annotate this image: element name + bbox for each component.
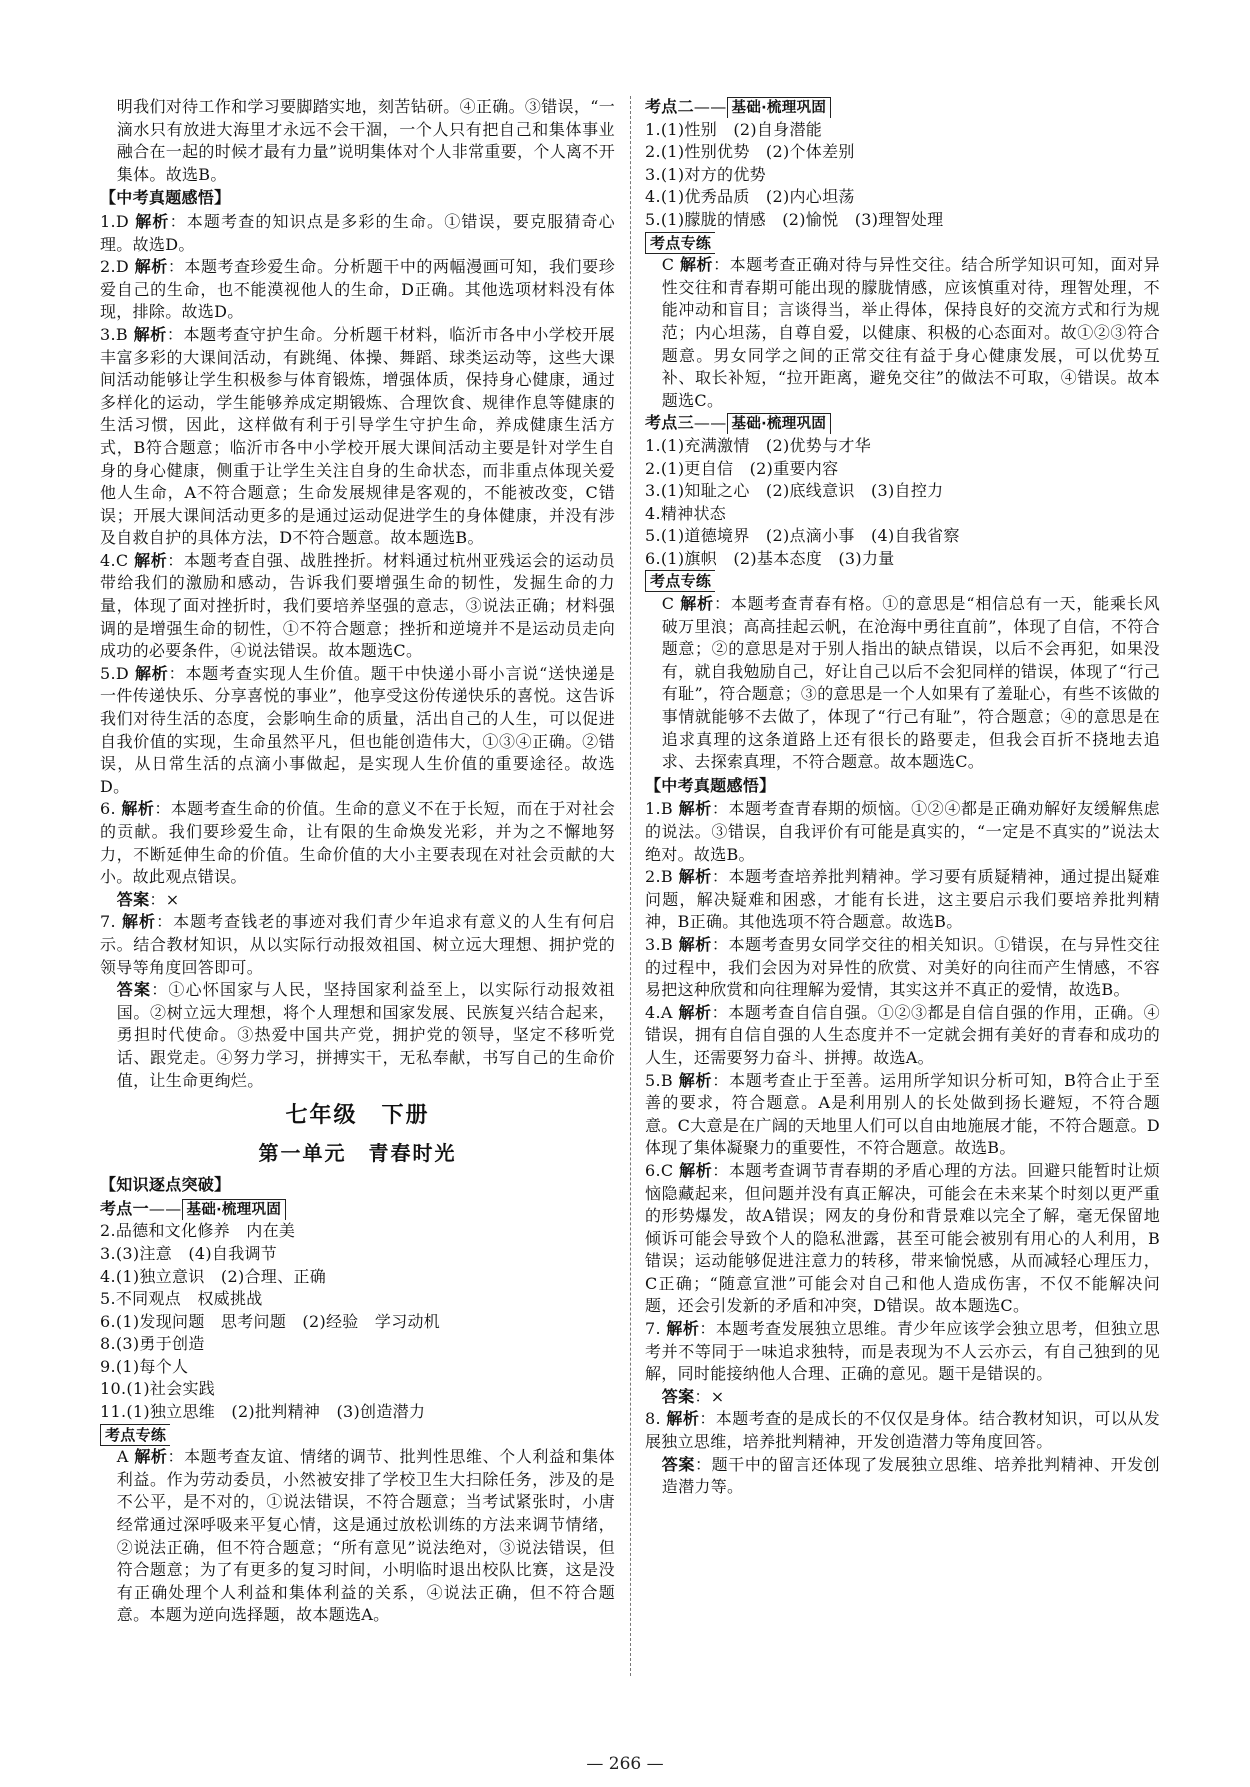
- answer-key: 答案：×: [661, 1386, 725, 1406]
- kd2-line: 3.(1)对方的优势: [645, 164, 766, 184]
- kd2-line: 1.(1)性别 (2)自身潜能: [645, 119, 823, 139]
- kd3-line: 4.精神状态: [645, 503, 727, 523]
- zl3-tag: 考点专练: [645, 570, 715, 592]
- kd1-line: 9.(1)每个人: [100, 1356, 189, 1376]
- zl1-answer: A 解析：本题考查友谊、情绪的调节、批判性思维、个人利益和集体利益。作为劳动委员，小然被安排了学校卫生大扫除任务，涉及的是不公平，是不对的，①说法错误，不符合题意；当考试紧张时，小唐经常通过深呼吸来平复心情，这是通过放松训练的方法来调节情绪，②说法正确，但不符合题意；“所有意见”说法绝对，③说法错误，但符合题意；为了有更多的复习时间，小明临时退出校队比赛，这是没有正确处理个人利益和集体利益的关系，④说法正确，但不符合题意。本题为逆向选择题，故本题选A。: [116, 1447, 615, 1625]
- section-title-knowledge: 【知识逐点突破】: [100, 1175, 231, 1195]
- kd1-line: 10.(1)社会实践: [100, 1379, 216, 1399]
- answer-item: 2.B 解析：本题考查培养批判精神。学习要有质疑精神，通过提出疑难问题，解决疑难和困惑，才能有长进，这主要启示我们要培养批判精神，B正确。其他选项不符合题意。故选B。: [645, 867, 1160, 932]
- answer-key: 答案：题干中的留言还体现了发展独立思维、培养批判精神、开发创造潜力等。: [661, 1454, 1160, 1497]
- page-number: — 266 —: [586, 1754, 664, 1774]
- answer-key: 答案：×: [116, 889, 180, 909]
- kd2-line: 2.(1)性别优势 (2)个体差别: [645, 142, 855, 162]
- answer-item: 5.D 解析：本题考查实现人生价值。题干中快递小哥小言说“送快递是一件传递快乐、分享喜悦的事业”，他享受这份传递快乐的喜悦。这告诉我们对待生活的态度，会影响生命的质量，活出自己的人生，可以促进自我价值的实现，生命虽然平凡，但也能创造伟大，①③④正确。②错误，从日常生活的点滴小事做起，是实现人生价值的重要途径。故选D。: [100, 663, 615, 796]
- zl2-heading: [645, 232, 1160, 255]
- answer-item: 4.C 解析：本题考查自强、战胜挫折。材料通过杭州亚残运会的运动员带给我们的激励和感动，告诉我们要增强生命的韧性，发掘生命的力量，体现了面对挫折时，我们要培养坚强的意志，③说法正确；材料强调的是增强生命的韧性，①不符合题意；挫折和逆境并不是运动员走向成功的必要条件，④说法错误。故本题选C。: [100, 550, 615, 661]
- kd1-tag: 基础·梳理巩固: [182, 1199, 287, 1220]
- kd1-line: 6.(1)发现问题 思考问题 (2)经验 学习动机: [100, 1311, 441, 1331]
- section-title-zk-right: 【中考真题感悟】: [645, 775, 776, 795]
- kd1-heading: 考点一—— 基础·梳理巩固: [100, 1198, 615, 1221]
- answer-item: 6.C 解析：本题考查调节青春期的矛盾心理的方法。回避只能暂时让烦恼隐藏起来，但问题并没有真正解决，可能会在未来某个时刻以更严重的形势爆发，故A错误；网友的身份和背景难以完全了解，毫无保留地倾诉可能会导致个人的隐私泄露，甚至可能会被别有用心的人利用，B错误；运动能够促进注意力的转移，带来愉悦感，从而减轻心理压力，C正确；“随意宣泄”可能会对自己和他人造成伤害，不仅不能解决问题，还会引发新的矛盾和冲突，D错误。故本题选C。: [645, 1160, 1160, 1316]
- kd1-line: 4.(1)独立意识 (2)合理、正确: [100, 1266, 326, 1286]
- answer-item: 8. 解析：本题考查的是成长的不仅仅是身体。结合教材知识，可以从发展独立思维，培养批判精神，开发创造潜力等角度回答。: [645, 1409, 1160, 1452]
- answer-item: 7. 解析：本题考查发展独立思维。青少年应该学会独立思考，但独立思考并不等同于一味追求独特，而是表现为不人云亦云，有自己独到的见解，同时能接纳他人合理、正确的意见。题干是错误的。: [645, 1319, 1160, 1384]
- section-title-zk: 【中考真题感悟】: [100, 188, 231, 208]
- continued-paragraph: 明我们对待工作和学习要脚踏实地，刻苦钻研。④正确。③错误，“一滴水只有放进大海里才永远不会干涸，一个人只有把自己和集体事业融合在一起的时候才最有力量”说明集体对个人非常重要，个人离不开集体。故选B。: [116, 97, 615, 184]
- answer-item: 4.A 解析：本题考查自信自强。①②③都是自信自强的作用，正确。④错误，拥有自信自强的人生态度并不一定就会拥有美好的青春和成功的人生，还需要努力奋斗、拼搏。故选A。: [645, 1002, 1160, 1067]
- kd2-line: 5.(1)朦胧的情感 (2)愉悦 (3)理智处理: [645, 209, 944, 229]
- zl1-tag: 考点专练: [100, 1424, 170, 1446]
- kd1-line: 5.不同观点 权威挑战: [100, 1289, 263, 1309]
- kd2-line: 4.(1)优秀品质 (2)内心坦荡: [645, 187, 855, 207]
- unit-title: 第一单元 青春时光: [258, 1141, 457, 1166]
- answer-item: 7. 解析：本题考查钱老的事迹对我们青少年追求有意义的人生有何启示。结合教材知识，从以实际行动报效祖国、树立远大理想、拥护党的领导等角度回答即可。: [100, 912, 615, 977]
- kd1-line: 2.品德和文化修养 内在美: [100, 1221, 296, 1241]
- kd3-line: 2.(1)更自信 (2)重要内容: [645, 458, 839, 478]
- answer-item: 2.D 解析：本题考查珍爱生命。分析题干中的两幅漫画可知，我们要珍爱自己的生命，也不能漠视他人的生命，D正确。其他选项材料没有体现，排除。故选D。: [100, 257, 615, 322]
- zl1-heading: [100, 1424, 615, 1447]
- answer-item: 5.B 解析：本题考查止于至善。运用所学知识分析可知，B符合止于至善的要求，符合题意。A是利用别人的长处做到扬长避短，不符合题意。C大意是在广阔的天地里人们可以自由地施展才能，不符合题意。D体现了集体凝聚力的重要性，不符合题意。故选B。: [645, 1070, 1160, 1158]
- kd2-tag: 基础·梳理巩固: [727, 97, 832, 118]
- answer-item: 3.B 解析：本题考查守护生命。分析题干材料，临沂市各中小学校开展丰富多彩的大课间活动，有跳绳、体操、舞蹈、球类运动等，这些大课间活动能够让学生积极参与体育锻炼，增强体质，保持身心健康，通过多样化的运动，学生能够养成定期锻炼、合理饮食、规律作息等健康的生活习惯，因此，这样做有利于引导学生守护生命，养成健康生活方式，B符合题意；临沂市各中小学校开展大课间活动主要是针对学生自身的身心健康，侧重于让学生关注自身的生命状态，而非重点体现关爱他人生命，A不符合题意；生命发展规律是客观的，不能被改变，C错误；开展大课间活动更多的是通过运动促进学生的身体健康，并没有涉及自救自护的具体方法，D不符合题意。故本题选B。: [100, 324, 615, 548]
- kd3-heading: 考点三—— 基础·梳理巩固: [645, 412, 1160, 435]
- kd3-line: 5.(1)道德境界 (2)点滴小事 (4)自我省察: [645, 526, 960, 546]
- kd3-line: 3.(1)知耻之心 (2)底线意识 (3)自控力: [645, 481, 944, 501]
- zl2-tag: 考点专练: [645, 232, 715, 254]
- right-column: [645, 96, 1160, 1706]
- kd3-tag: 基础·梳理巩固: [727, 413, 832, 434]
- column-divider: [630, 96, 631, 1676]
- answer-item: 6. 解析：本题考查生命的价值。生命的意义不在于长短，而在于对社会的贡献。我们要珍爱生命，让有限的生命焕发光彩，并为之不懈地努力，不断延伸生命的价值。生命价值的大小主要表现在对社会贡献的大小。故此观点错误。: [100, 799, 615, 887]
- zl2-answer: C 解析：本题考查正确对待与异性交往。结合所学知识可知，面对异性交往和青春期可能出现的朦胧情感，应该慎重对待，理智处理，不能冲动和盲目；言谈得当，举止得体，保持良好的交流方式和行为规范；内心坦荡，自尊自爱，以健康、积极的心态面对。故①②③符合题意。男女同学之间的正常交往有益于身心健康发展，可以优势互补、取长补短，“拉开距离，避免交往”的做法不可取，④错误。故本题选C。: [661, 255, 1160, 410]
- answer-list: [100, 211, 615, 1092]
- answer-item: 1.B 解析：本题考查青春期的烦恼。①②④都是正确劝解好友缓解焦虑的说法。③错误，自我评价有可能是真实的，“一定是不真实的”说法太绝对。故选B。: [645, 799, 1160, 864]
- kd3-line: 1.(1)充满激情 (2)优势与才华: [645, 435, 871, 455]
- left-column: [100, 96, 615, 1706]
- grade-title: 七年级 下册: [285, 1103, 430, 1129]
- kd2-heading: 考点二—— 基础·梳理巩固: [645, 96, 1160, 119]
- answer-page: [100, 96, 1160, 1736]
- answer-item: 1.D 解析：本题考查的知识点是多彩的生命。①错误，要克服猜奇心理。故选D。: [100, 211, 615, 254]
- kd1-line: 3.(3)注意 (4)自我调节: [100, 1243, 278, 1263]
- kd1-line: 11.(1)独立思维 (2)批判精神 (3)创造潜力: [100, 1402, 426, 1422]
- kd1-line: 8.(3)勇于创造: [100, 1334, 205, 1354]
- zl3-answer: C 解析：本题考查青春有格。①的意思是“相信总有一天，能乘长风破万里浪；高高挂起云帆，在沧海中勇往直前”，体现了自信，不符合题意；②的意思是对于别人指出的缺点错误，以后不会再犯，如果没有，就自我勉励自己，好让自己以后不会犯同样的错误，体现了“行己有耻”，符合题意；③的意思是一个人如果有了羞耻心，有些不该做的事情就能够不去做了，体现了“行己有耻”，符合题意；④的意思是在追求真理的这条道路上还有很长的路要走，但我会百折不挠地去追求、去探索真理，不符合题意。故本题选C。: [661, 594, 1160, 772]
- answer-item: 3.B 解析：本题考查男女同学交往的相关知识。①错误，在与异性交往的过程中，我们会因为对异性的欣赏、对美好的向往而产生情感，不容易把这种欣赏和向往理解为爱情，其实这并不真正的爱情，故选B。: [645, 934, 1160, 1000]
- answer-key: 答案：①心怀国家与人民，坚持国家利益至上，以实际行动报效祖国。②树立远大理想，将个人理想和国家发展、民族复兴结合起来，勇担时代使命。③热爱中国共产党，拥护党的领导，坚定不移听党话、跟党走。④努力学习，拼搏实干，无私奉献，书写自己的生命价值，让生命更绚烂。: [116, 980, 615, 1090]
- kd3-line: 6.(1)旗帜 (2)基本态度 (3)力量: [645, 548, 895, 568]
- zl3-heading: [645, 570, 1160, 593]
